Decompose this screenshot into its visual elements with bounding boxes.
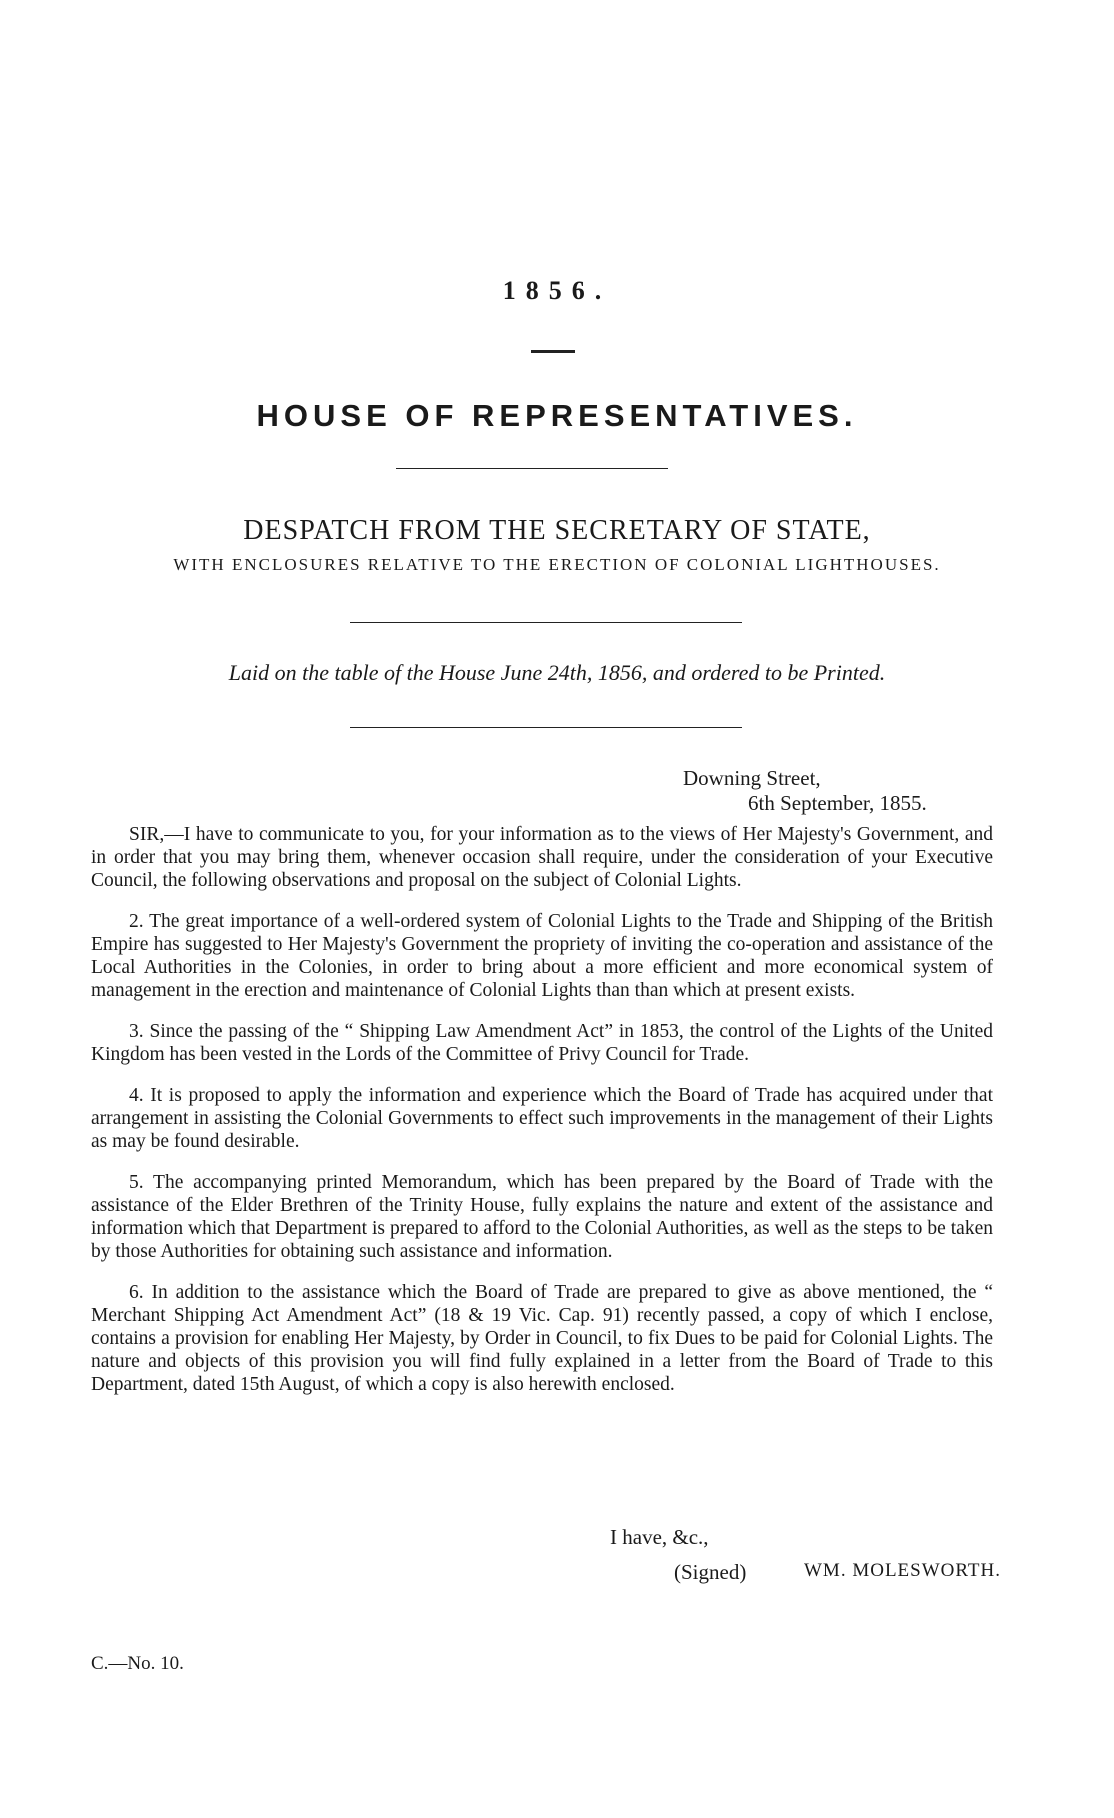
paragraph-1: SIR,—I have to communicate to you, for your information as to the views of Her Majesty's Government, and in order that you may bring them, whenever occasion shall require, under the consideration of your Executive Council, the following observations and proposal on the subject of Colonial Lights. (91, 824, 993, 891)
letter-body (91, 823, 993, 1414)
year-heading: 1856. (502, 276, 612, 305)
paragraph-6: 6. In addition to the assistance which the Board of Trade are prepared to give as above mentioned, the “ Merchant Shipping Act Amendment Act” (18 & 19 Vic. Cap. 91) recently passed, a copy of which I enclose, contains a provision for enabling Her Majesty, by Order in Council, to fix Dues to be paid for Colonial Lights. The nature and objects of this provision you will find fully explained in a letter from the Board of Trade to this Department, dated 15th August, of which a copy is also herewith enclosed. (91, 1282, 993, 1395)
short-rule (531, 350, 575, 353)
document-title: DESPATCH FROM THE SECRETARY OF STATE, (243, 515, 871, 546)
signed-label: (Signed) (674, 1560, 747, 1584)
signature: WM. MOLESWORTH. (804, 1560, 1001, 1581)
address-date: 6th September, 1855. (748, 791, 927, 815)
document-subtitle: WITH ENCLOSURES RELATIVE TO THE ERECTION OF COLONIAL LIGHTHOUSES. (173, 555, 941, 574)
paragraph-5: 5. The accompanying printed Memorandum, which has been prepared by the Board of Trade with the assistance of the Elder Brethren of the Trinity House, fully explains the nature and extent of the assistance and information which that Department is prepared to afford to the Colonial Authorities, as well as the steps to be taken by those Authorities for obtaining such assistance and information. (91, 1172, 993, 1262)
paragraph-3: 3. Since the passing of the “ Shipping Law Amendment Act” in 1853, the control of the Lights of the United Kingdom has been vested in the Lords of the Committee of Privy Council for Trade. (91, 1021, 993, 1065)
laid-on-table-note: Laid on the table of the House June 24th, 1856, and ordered to be Printed. (228, 660, 886, 685)
document-reference: C.—No. 10. (91, 1653, 184, 1674)
address-street: Downing Street, (683, 766, 821, 790)
divider-rule-3 (350, 727, 742, 728)
closing-phrase: I have, &c., (610, 1525, 709, 1549)
paragraph-2: 2. The great importance of a well-ordered system of Colonial Lights to the Trade and Shipping of the British Empire has suggested to Her Majesty's Government the propriety of inviting the co-operation and assistance of the Local Authorities in the Colonies, in order to bring about a more efficient and more economical system of management in the erection and maintenance of Colonial Lights than than which at present exists. (91, 911, 993, 1001)
paragraph-4: 4. It is proposed to apply the information and experience which the Board of Trade has acquired under that arrangement in assisting the Colonial Governments to effect such improvements in the management of their Lights as may be found desirable. (91, 1085, 993, 1152)
house-heading: HOUSE OF REPRESENTATIVES. (256, 398, 858, 433)
divider-rule-2 (350, 622, 742, 623)
divider-rule-1 (396, 468, 668, 469)
